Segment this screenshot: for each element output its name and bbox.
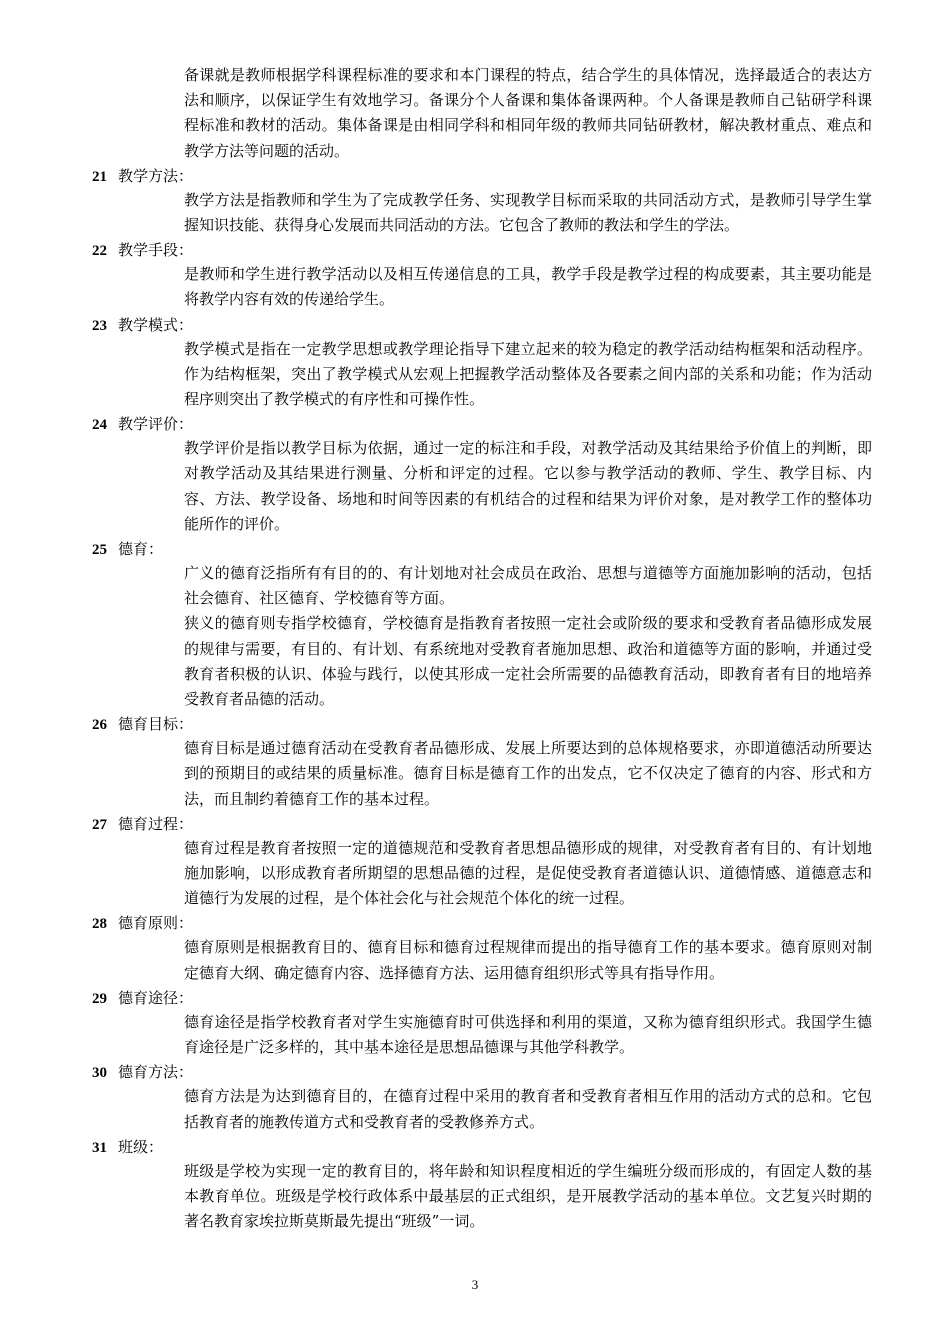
entry-number: 25 xyxy=(92,542,107,559)
entry-term: 德育原则： xyxy=(118,914,194,933)
entry-definition: 德育过程是教育者按照一定的道德规范和受教育者思想品德形成的规律，对受教育者有目的、有计划地施加影响，以形成教育者所期望的思想品德的过程，是促使受教育者道德认识、道德情感、道德意志和道德行为发展的过程，是个体社会化与社会规范个体化的统一过程。 xyxy=(184,838,872,908)
entry-term: 德育方法： xyxy=(118,1063,194,1082)
entry-term: 德育过程： xyxy=(118,814,194,833)
entry-number: 30 xyxy=(92,1065,107,1082)
entry-number: 27 xyxy=(92,816,107,833)
entry-number: 22 xyxy=(92,243,107,260)
entry-heading xyxy=(92,164,872,188)
glossary-entry xyxy=(92,812,872,912)
entry-heading xyxy=(92,986,872,1010)
glossary-entry xyxy=(92,1135,872,1235)
entry-heading xyxy=(92,238,872,262)
entry-definition: 是教师和学生进行教学活动以及相互传递信息的工具，教学手段是教学过程的构成要素，其主要功能是将教学内容有效的传递给学生。 xyxy=(184,265,872,309)
entry-heading xyxy=(92,911,872,935)
glossary-entry xyxy=(92,313,872,413)
entry-number: 29 xyxy=(92,990,107,1007)
entry-term: 德育途径： xyxy=(118,988,194,1007)
entry-heading xyxy=(92,812,872,836)
glossary-entry xyxy=(92,986,872,1060)
entry-heading xyxy=(92,1135,872,1159)
entry-definition: 班级是学校为实现一定的教育目的，将年龄和知识程度相近的学生编班分级而形成的，有固定人数的基本教育单位。班级是学校行政体系中最基层的正式组织，是开展教学活动的基本单位。文艺复兴时期的著名教育家埃拉斯莫斯最先提出“班级”一词。 xyxy=(184,1161,872,1231)
glossary-entry xyxy=(92,1060,872,1134)
glossary-entry xyxy=(92,164,872,238)
entry-term: 教学模式： xyxy=(118,315,194,334)
entry-number: 23 xyxy=(92,317,107,334)
glossary-entry xyxy=(92,712,872,812)
entry-definition: 广义的德育泛指所有有目的的、有计划地对社会成员在政治、思想与道德等方面施加影响的活动，包括社会德育、社区德育、学校德育等方面。 xyxy=(184,564,872,608)
entry-term: 德育： xyxy=(118,540,164,559)
entry-definition: 德育方法是为达到德育目的，在德育过程中采用的教育者和受教育者相互作用的活动方式的总和。它包括教育者的施教传道方式和受教育者的受教修养方式。 xyxy=(184,1087,872,1131)
entry-heading xyxy=(92,712,872,736)
entry-term: 教学方法： xyxy=(118,166,194,185)
entry-definition: 教学模式是指在一定教学思想或教学理论指导下建立起来的较为稳定的教学活动结构框架和活动程序。作为结构框架，突出了教学模式从宏观上把握教学活动整体及各要素之间内部的关系和功能；作为活动程序则突出了教学模式的有序性和可操作性。 xyxy=(184,339,872,409)
entry-heading xyxy=(92,537,872,561)
page-content xyxy=(92,63,872,1234)
glossary-entry xyxy=(92,412,872,537)
entry-term: 教学手段： xyxy=(118,241,194,260)
entry-heading xyxy=(92,313,872,337)
lead-paragraph: 备课就是教师根据学科课程标准的要求和本门课程的特点，结合学生的具体情况，选择最适合的表达方法和顺序，以保证学生有效地学习。备课分个人备课和集体备课两种。个人备课是教师自己钻研学科课程标准和教材的活动。集体备课是由相同学科和相同年级的教师共同钻研教材，解决教材重点、难点和教学方法等问题的活动。 xyxy=(184,66,872,160)
entry-definition: 德育原则是根据教育目的、德育目标和德育过程规律而提出的指导德育工作的基本要求。德育原则对制定德育大纲、确定德育内容、选择德育方法、运用德育组织形式等具有指导作用。 xyxy=(184,938,872,982)
entry-definition: 教学评价是指以教学目标为依据，通过一定的标注和手段，对教学活动及其结果给予价值上的判断，即对教学活动及其结果进行测量、分析和评定的过程。它以参与教学活动的教师、学生、教学目标、内容、方法、教学设备、场地和时间等因素的有机结合的过程和结果为评价对象，是对教学工作的整体功能所作的评价。 xyxy=(184,439,872,533)
entry-number: 26 xyxy=(92,717,107,734)
entry-number: 21 xyxy=(92,168,107,185)
entry-definition: 狭义的德育则专指学校德育，学校德育是指教育者按照一定社会或阶级的要求和受教育者品德形成发展的规律与需要，有目的、有计划、有系统地对受教育者施加思想、政治和道德等方面的影响，并通过受教育者积极的认识、体验与践行，以使其形成一定社会所需要的品德教育活动，即教育者有目的地培养受教育者品德的活动。 xyxy=(184,614,872,709)
entry-number: 28 xyxy=(92,916,107,933)
entry-heading xyxy=(92,1060,872,1084)
glossary-entries xyxy=(92,164,872,1235)
entry-definition: 德育途径是指学校教育者对学生实施德育时可供选择和利用的渠道，又称为德育组织形式。我国学生德育途径是广泛多样的，其中基本途径是思想品德课与其他学科教学。 xyxy=(184,1012,872,1057)
glossary-entry xyxy=(92,238,872,312)
entry-term: 班级： xyxy=(118,1137,164,1156)
entry-term: 德育目标： xyxy=(118,715,194,734)
entry-heading xyxy=(92,412,872,436)
entry-definition: 德育目标是通过德育活动在受教育者品德形成、发展上所要达到的总体规格要求，亦即道德活动所要达到的预期目的或结果的质量标准。德育目标是德育工作的出发点，它不仅决定了德育的内容、形式和方法，而且制约着德育工作的基本过程。 xyxy=(184,739,872,808)
entry-number: 31 xyxy=(92,1139,107,1156)
entry-definition: 教学方法是指教师和学生为了完成教学任务、实现教学目标而采取的共同活动方式，是教师引导学生掌握知识技能、获得身心发展而共同活动的方法。它包含了教师的教法和学生的学法。 xyxy=(184,190,872,235)
entry-term: 教学评价： xyxy=(118,415,194,434)
entry-number: 24 xyxy=(92,417,107,434)
page-number: 3 xyxy=(471,1277,479,1292)
glossary-entry xyxy=(92,911,872,985)
glossary-entry xyxy=(92,537,872,712)
